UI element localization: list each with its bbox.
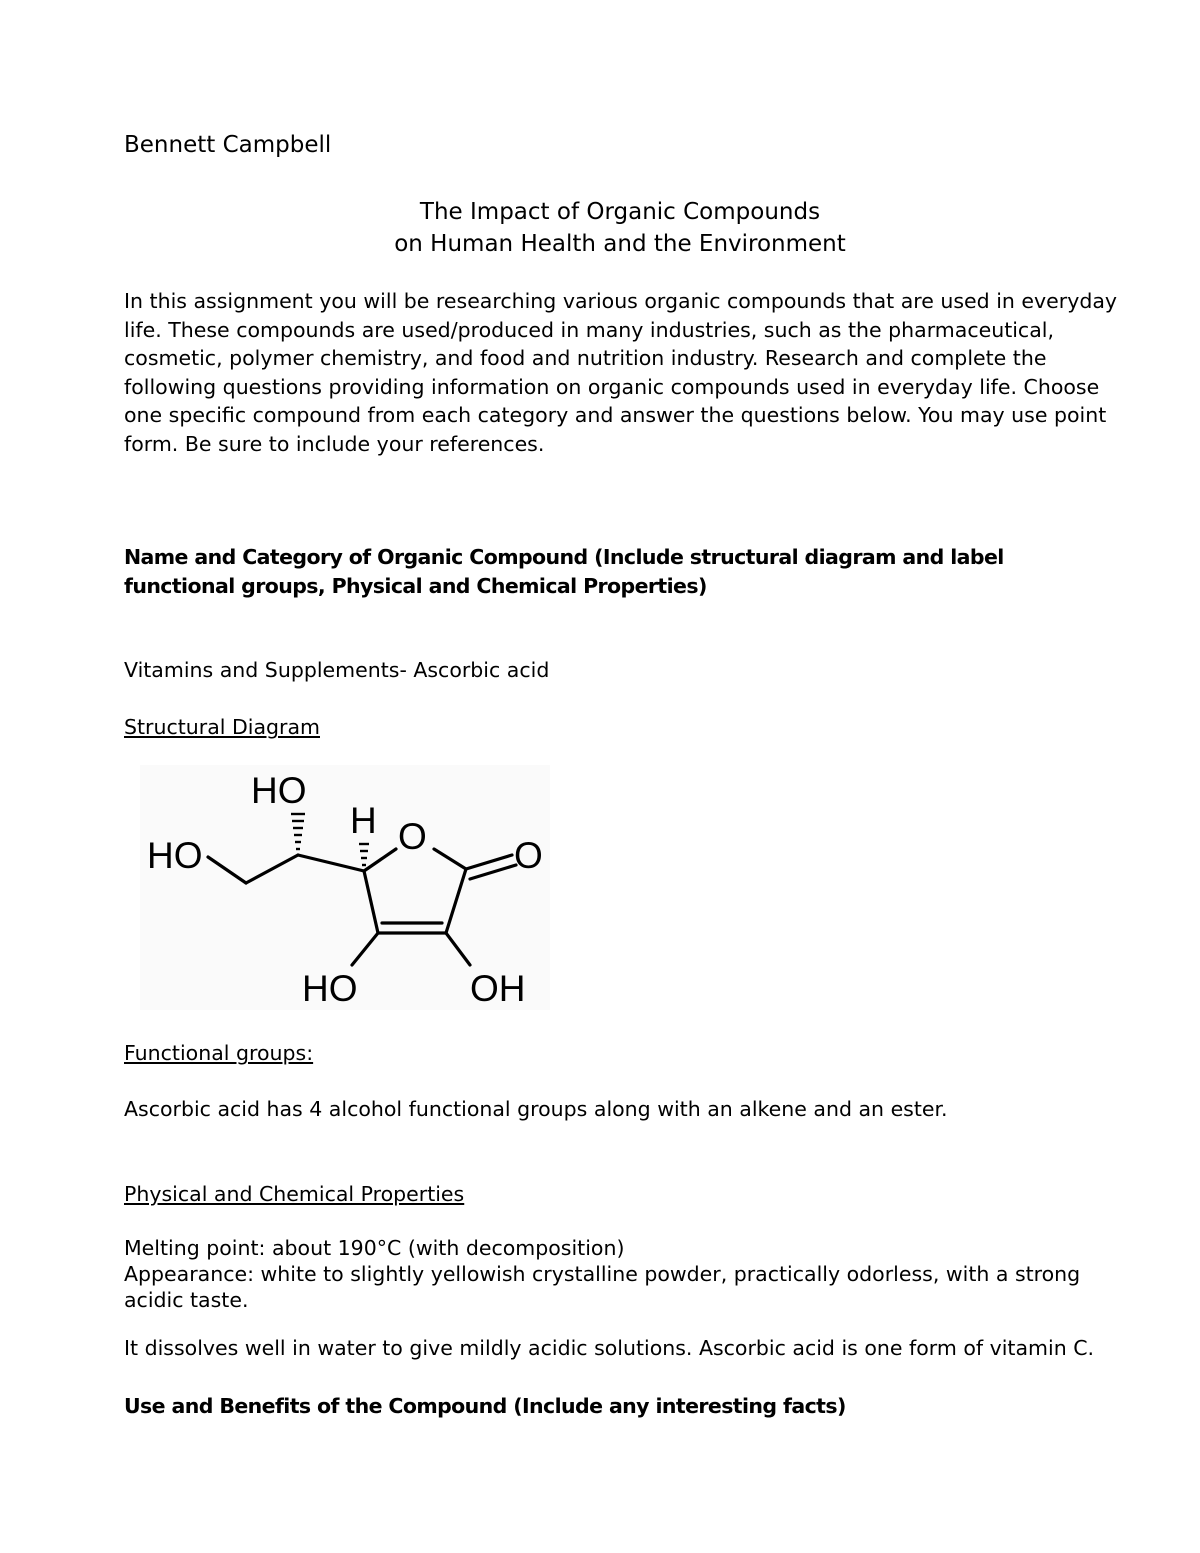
atom-o-carbonyl: O: [514, 835, 543, 876]
atom-ho-left: HO: [147, 835, 203, 876]
melting-point: Melting point: about 190°C (with decomposition): [124, 1236, 625, 1260]
atom-ho-top: HO: [251, 770, 307, 811]
atom-o-ring: O: [398, 816, 427, 857]
atom-oh-bottom: OH: [470, 968, 526, 1009]
atom-ho-bottom: HO: [302, 968, 358, 1009]
document-title: [0, 196, 1200, 260]
author-name: Bennett Campbell: [124, 132, 332, 158]
appearance: Appearance: white to slightly yellowish crystalline powder, practically odorless, with a strong acidic taste.: [124, 1262, 1081, 1312]
intro-paragraph: In this assignment you will be researching various organic compounds that are used in everyday life. These compounds are used/produced in many industries, such as the pharmaceutical, cosmetic, polymer chemistry, and food and nutrition industry. Research and complete the following questions providing information on organic compounds used in everyday life. Choose one specific compound from each category and answer the questions below. You may use point form. Be sure to include your references.: [124, 289, 1118, 456]
compound-category: Vitamins and Supplements- Ascorbic acid: [124, 658, 550, 682]
structural-diagram-label: Structural Diagram: [124, 715, 320, 739]
functional-groups-text: Ascorbic acid has 4 alcohol functional groups along with an alkene and an ester.: [124, 1097, 948, 1121]
properties-block: [124, 1235, 1134, 1313]
section-heading-use-benefits: Use and Benefits of the Compound (Include any interesting facts): [124, 1394, 846, 1418]
section-heading-name-category: Name and Category of Organic Compound (Include structural diagram and label functional groups, Physical and Chemical Properties): [124, 545, 1004, 598]
functional-groups-label: Functional groups:: [124, 1041, 314, 1065]
ascorbic-acid-structure-diagram: [140, 765, 550, 1010]
properties-label: Physical and Chemical Properties: [124, 1182, 465, 1206]
atom-h: H: [350, 800, 377, 841]
dissolve-text: It dissolves well in water to give mildly acidic solutions. Ascorbic acid is one form of vitamin C.: [124, 1336, 1095, 1360]
title-line-1: The Impact of Organic Compounds: [419, 199, 821, 225]
title-line-2: on Human Health and the Environment: [394, 231, 846, 257]
